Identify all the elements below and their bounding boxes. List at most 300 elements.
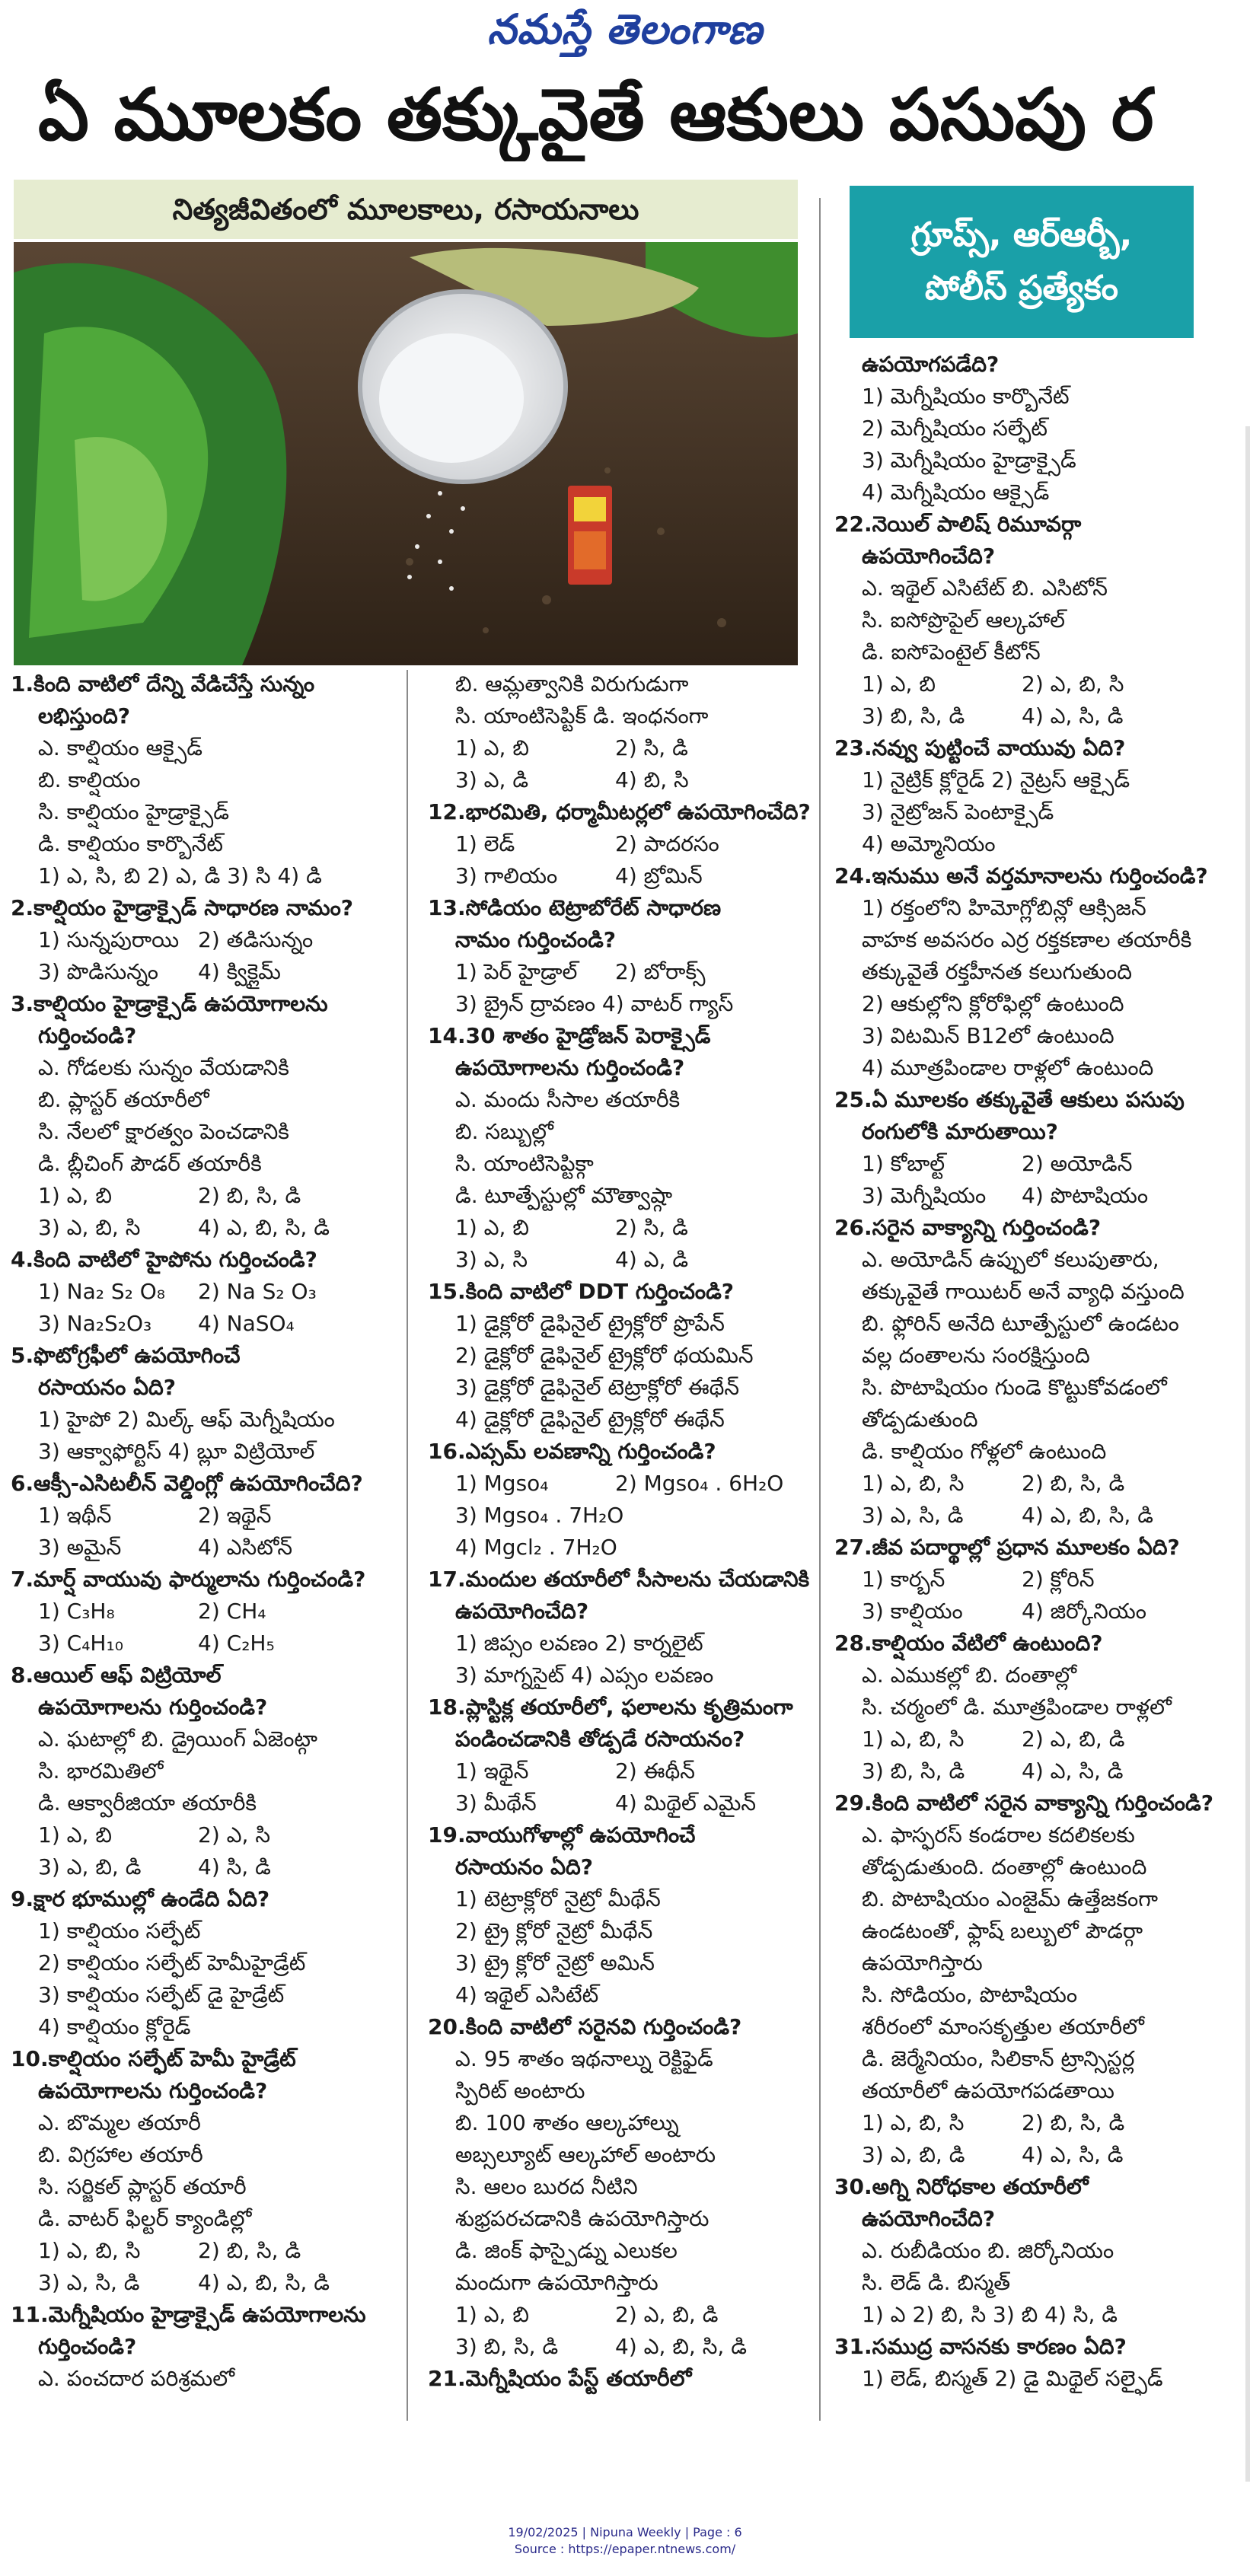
option-line: శరీరంలో మాంసకృత్తుల తయారీలో (862, 2014, 1144, 2039)
option-line: బి. ఆమ్లత్వానికి విరుగుడుగా (455, 671, 689, 697)
option-line: తక్కువైతే రక్తహీనత కలుగుతుంది (862, 959, 1133, 984)
question-line (834, 732, 1230, 764)
option-b: 4) ఎ, బి, సి, డి (198, 1215, 330, 1240)
option-a: 1) లెడ్ (455, 831, 515, 856)
question-line (428, 1691, 808, 1723)
option-a: 1) కార్బన్ (862, 1567, 945, 1592)
option-pair (428, 1755, 808, 1787)
option-line: 3) ఆక్వాఫోర్టిస్ 4) బ్లూ విట్రియోల్ (38, 1439, 315, 1464)
option-b: 4) జిర్కోనియం (1022, 1599, 1146, 1624)
option-line: ఎ. అయోడిన్ ఉప్పులో కలుపుతారు, (862, 1247, 1159, 1272)
question-continuation: ఉపయోగించేది? (862, 2206, 996, 2231)
option-line: 3) మాగ్నసైట్ 4) ఎప్సం లవణం (455, 1663, 714, 1688)
question-text: నవ్వు పుట్టించే వాయువు ఏది? (872, 735, 1126, 760)
question-line (428, 1564, 808, 1596)
option-line: 3) బ్రైన్ ద్రావణం 4) వాటర్ గ్యాస్ (455, 991, 734, 1016)
option-pair (11, 1532, 391, 1564)
question-line (11, 892, 391, 924)
footer-source-line: Source : https://epaper.ntnews.com/ (514, 2542, 736, 2556)
option-line: 4) మెగ్నీషియం ఆక్సైడ్ (862, 480, 1050, 505)
option-line: 1) రక్తంలోని హిమోగ్లోబిన్లో ఆక్సిజన్ (862, 895, 1146, 920)
question-continuation: రసాయనం ఏది? (38, 1375, 176, 1400)
question-number: 11. (11, 2302, 49, 2327)
option-a: 1) ఎ, బి (38, 1822, 112, 1848)
option-line: డి. టూత్పేస్టుల్లో మౌత్వాష్గా (455, 1183, 673, 1208)
option-line: ఎ. 95 శాతం ఇథనాల్ను రెక్టిఫైడ్ (455, 2046, 713, 2071)
option-b: 2) Na S₂ O₃ (198, 1279, 317, 1304)
option-pair (11, 1212, 391, 1244)
option-pair (834, 1500, 1230, 1532)
question-text: సముద్ర వాసనకు కారణం ఏది? (872, 2334, 1127, 2359)
option-line: 4) ఇథైల్ ఎసిటేట్ (455, 1982, 599, 2007)
option-line: ఎ. రుబీడియం బి. జిర్కోనియం (862, 2238, 1114, 2263)
option-line: 4) Mgcl₂ . 7H₂O (455, 1535, 617, 1560)
question-column-2 (428, 668, 811, 2395)
option-b: 2) తడిసున్నం (198, 927, 314, 952)
option-pair (11, 1851, 391, 1883)
option-pair (834, 1723, 1230, 1755)
option-pair (834, 1755, 1230, 1787)
option-b: 2) పాదరసం (615, 831, 719, 856)
option-b: 2) బి, సి, డి (198, 2238, 301, 2263)
question-column-3 (834, 349, 1230, 2395)
option-pair (11, 924, 391, 956)
option-a: 1) ఎ, బి, సి (862, 1471, 965, 1496)
question-number: 28. (834, 1631, 872, 1656)
option-line: 4) కాల్షియం క్లోరైడ్ (38, 2014, 191, 2039)
question-text: కాల్షియం హైడ్రాక్సైడ్ సాధారణ నామం? (33, 895, 354, 920)
option-pair (834, 1180, 1230, 1212)
option-b: 2) ఈథీన్ (615, 1758, 695, 1784)
option-line: స్పిరిట్ అంటారు (455, 2078, 585, 2103)
question-text: మెగ్నీషియం పేస్ట్ తయారీలో (465, 2366, 692, 2391)
option-pair (11, 1628, 391, 1659)
question-text: ప్లాస్టిక్ల తయారీలో, ఫలాలను కృత్రిమంగా (465, 1694, 793, 1720)
question-number: 22. (834, 512, 872, 537)
option-a: 3) మీథేన్ (455, 1790, 537, 1816)
question-number: 23. (834, 735, 872, 760)
option-pair (11, 2267, 391, 2299)
option-b: 2) బి, సి, డి (1022, 2110, 1125, 2135)
option-line: సి. నేలలో క్షారత్వం పెంచడానికి (38, 1119, 289, 1144)
option-line: ఎ. ఎముకల్లో బి. దంతాల్లో (862, 1663, 1077, 1688)
option-line: డి. ఆక్వారీజియా తయారీకి (38, 1790, 257, 1816)
option-b: 4) సి, డి (198, 1854, 271, 1879)
option-b: 4) ఎ, సి, డి (1022, 2142, 1124, 2167)
option-line: 2) మెగ్నీషియం సల్ఫేట్ (862, 416, 1048, 441)
option-line: 1) కాల్షియం సల్ఫేట్ (38, 1918, 201, 1943)
question-text: కింది వాటిలో సరైన వాక్యాన్ని గుర్తించండి? (872, 1790, 1213, 1816)
question-continuation: పండించడానికి తోడ్పడే రసాయనం? (455, 1726, 745, 1752)
question-line (428, 2363, 808, 2395)
option-line: సి. యాంటిసెప్టిక్గా (455, 1151, 594, 1176)
question-text: ఆయిల్ ఆఫ్ విట్రియోల్ (33, 1663, 222, 1688)
question-line (834, 2331, 1230, 2363)
option-line: 2) ట్రై క్లోరో నైట్రో మీథేన్ (455, 1918, 653, 1943)
option-b: 2) సి, డి (615, 1215, 688, 1240)
question-line (11, 1564, 391, 1596)
option-pair (11, 2235, 391, 2267)
page-headline: ఏ మూలకం తక్కువైతే ఆకులు పసుపు ర (38, 74, 1154, 157)
question-text: వాయుగోళాల్లో ఉపయోగించే (465, 1822, 696, 1848)
option-b: 4) క్విక్లైమ్ (198, 959, 281, 984)
option-b: 2) క్లోరిన్ (1022, 1567, 1095, 1592)
option-line: డి. బ్లీచింగ్ పౌడర్ తయారీకి (38, 1151, 262, 1176)
question-text: కింది వాటిలో దేన్ని వేడిచేస్తే సున్నం (33, 671, 315, 697)
option-a: 3) బి, సి, డి (862, 1758, 965, 1784)
option-line: ఎ. ఘటాల్లో బి. డ్రైయింగ్ ఏజెంట్గా (38, 1726, 318, 1752)
option-pair (11, 956, 391, 988)
question-text: కాల్షియం హైడ్రాక్సైడ్ ఉపయోగాలను (33, 991, 328, 1016)
option-line: 3) కాల్షియం సల్ఫేట్ డై హైడ్రేట్ (38, 1982, 285, 2007)
option-line: 2) డైక్లోరో డైఫినైల్ ట్రైక్లోరో థయమిన్ (455, 1343, 754, 1368)
special-box-line2: పోలీస్ ప్రత్యేకం (925, 269, 1118, 308)
option-pair (428, 732, 808, 764)
option-line: 3) Mgso₄ . 7H₂O (455, 1503, 624, 1528)
question-continuation: లభిస్తుంది? (38, 703, 130, 728)
option-a: 1) C₃H₈ (38, 1599, 115, 1624)
option-b: 4) బ్రోమిన్ (615, 863, 703, 888)
option-a: 3) Na₂S₂O₃ (38, 1311, 152, 1336)
option-pair (834, 1564, 1230, 1596)
question-text: భారమితి, ధర్మామీటర్లలో ఉపయోగించేది? (465, 799, 811, 824)
question-text: కాల్షియం వేటిలో ఉంటుంది? (872, 1631, 1103, 1656)
question-continuation: ఉపయోగాలను గుర్తించండి? (38, 2078, 268, 2103)
footer-date-line: 19/02/2025 | Nipuna Weekly | Page : 6 (508, 2525, 742, 2539)
option-line: డి. కాల్షియం కార్బొనేట్ (38, 831, 224, 856)
option-line: బి. ఫ్లోరిన్ అనేది టూత్పేస్టులో ఉండటం (862, 1311, 1179, 1336)
option-line: 3) విటమిన్ B12లో ఉంటుంది (862, 1023, 1114, 1048)
article-photo (14, 242, 798, 665)
option-line: ఎ. కాల్షియం ఆక్సైడ్ (38, 735, 202, 760)
question-text: సోడియం టెట్రాబోరేట్ సాధారణ (465, 895, 722, 920)
question-continuation: గుర్తించండి? (38, 1023, 137, 1048)
question-number: 19. (428, 1822, 466, 1848)
option-a: 1) Na₂ S₂ O₈ (38, 1279, 166, 1304)
option-line: ఎ. ఇథైల్ ఎసిటేట్ బి. ఎసిటోన్ (862, 575, 1108, 601)
question-line (11, 668, 391, 700)
option-a: 3) పొడిసున్నం (38, 959, 158, 984)
option-line: డి. జెర్మేనియం, సిలికాన్ ట్రాన్సిస్టర్ల (862, 2046, 1135, 2071)
option-a: 1) ఎ, బి (862, 671, 936, 697)
option-pair (428, 1244, 808, 1276)
question-text: మార్ష్ వాయువు ఫార్ములాను గుర్తించండి? (33, 1567, 366, 1592)
question-line (428, 1819, 808, 1851)
option-pair (428, 2299, 808, 2331)
question-continuation: ఉపయోగాలను గుర్తించండి? (38, 1694, 268, 1720)
option-line: సి. ఐసోప్రొపైల్ ఆల్కహాల్ (862, 607, 1065, 633)
option-line: 1) ఎ, సి, బి 2) ఎ, డి 3) సి 4) డి (38, 863, 322, 888)
option-b: 4) పొటాషియం (1022, 1183, 1149, 1208)
option-a: 3) గాలియం (455, 863, 558, 888)
option-b: 2) ఎ, బి, సి (1022, 671, 1124, 697)
question-number: 14. (428, 1023, 466, 1048)
question-number: 26. (834, 1215, 872, 1240)
option-a: 3) ఎ, బి, డి (862, 2142, 965, 2167)
question-text: సరైన వాక్యాన్ని గుర్తించండి? (872, 1215, 1102, 1240)
question-number: 3. (11, 991, 34, 1016)
question-number: 1. (11, 671, 34, 697)
question-text: క్షార భూముల్లో ఉండేది ఏది? (33, 1886, 270, 1911)
option-pair (11, 1308, 391, 1340)
question-text: 30 శాతం హైడ్రోజన్ పెరాక్సైడ్ (465, 1023, 711, 1048)
option-line: తోడ్పడుతుంది (862, 1407, 978, 1432)
option-line: 1) హైపో 2) మిల్క్ ఆఫ్ మెగ్నీషియం (38, 1407, 335, 1432)
question-line (428, 2011, 808, 2043)
question-line (428, 1436, 808, 1468)
question-line (834, 509, 1230, 540)
option-a: 3) ఎ, బి, సి (38, 1215, 141, 1240)
question-text: జీవ పదార్థాల్లో ప్రధాన మూలకం ఏది? (872, 1535, 1180, 1560)
question-number: 5. (11, 1343, 34, 1368)
question-line (428, 1276, 808, 1308)
option-b: 4) NaSO₄ (198, 1311, 295, 1336)
option-line: ఉండటంతో, ఫ్లాష్ బల్బులో పౌడర్గా (862, 1918, 1143, 1943)
question-line (11, 1244, 391, 1276)
option-b: 4) మిథైల్ ఎమైన్ (615, 1790, 756, 1816)
option-line: బి. విగ్రహాల తయారీ (38, 2142, 203, 2167)
option-line: 1) లెడ్, బిస్మత్ 2) డై మిథైల్ సల్ఫైడ్ (862, 2366, 1163, 2391)
page-footer (0, 2524, 1250, 2558)
option-pair (428, 956, 808, 988)
option-pair (428, 2331, 808, 2363)
option-line: బి. ప్లాస్టర్ తయారీలో (38, 1087, 209, 1112)
question-continuation: రసాయనం ఏది? (455, 1854, 593, 1879)
option-line: 1) నైట్రిక్ క్లోరైడ్ 2) నైట్రస్ ఆక్సైడ్ (862, 767, 1130, 792)
option-line: సి. కాల్షియం హైడ్రాక్సైడ్ (38, 799, 230, 824)
option-pair (428, 828, 808, 860)
option-b: 4) ఎ, బి, సి, డి (198, 2270, 330, 2295)
option-b: 4) బి, సి (615, 767, 689, 792)
option-a: 1) ఎ, బి, సి (862, 2110, 965, 2135)
special-box-line1: గ్రూప్స్, ఆర్ఆర్బీ, (910, 215, 1133, 254)
question-line (834, 860, 1230, 892)
option-line: 1) మెగ్నీషియం కార్బొనేట్ (862, 384, 1070, 409)
question-line (428, 892, 808, 924)
option-line: మందుగా ఉపయోగిస్తారు (455, 2270, 658, 2295)
option-a: 3) బి, సి, డి (862, 703, 965, 728)
option-pair (428, 1787, 808, 1819)
option-pair (428, 860, 808, 892)
option-b: 2) CH₄ (198, 1599, 266, 1624)
option-pair (11, 1276, 391, 1308)
question-number: 6. (11, 1471, 34, 1496)
option-b: 4) ఎసిటోన్ (198, 1535, 292, 1560)
question-continuation: రంగులోకి మారుతాయి? (862, 1119, 1058, 1144)
option-b: 2) బోరాక్స్ (615, 959, 706, 984)
option-b: 4) ఎ, డి (615, 1247, 689, 1272)
question-column-1 (11, 668, 391, 2395)
question-line (834, 1084, 1230, 1116)
question-number: 30. (834, 2174, 872, 2199)
option-line: బి. సబ్బుల్లో (455, 1119, 553, 1144)
question-line (428, 796, 811, 828)
question-number: 12. (428, 799, 466, 824)
question-line (11, 1659, 391, 1691)
option-line: సి. చర్మంలో డి. మూత్రపిండాల రాళ్లలో (862, 1694, 1172, 1720)
option-line: సి. యాంటిసెప్టిక్ డి. ఇంధనంగా (455, 703, 709, 728)
question-number: 16. (428, 1439, 466, 1464)
option-line: డి. జింక్ ఫాస్పైడ్ను ఎలుకల (455, 2238, 678, 2263)
question-number: 25. (834, 1087, 872, 1112)
option-line: 3) డైక్లోరో డైఫినైల్ టెట్రాక్లోరో ఈథేన్ (455, 1375, 740, 1400)
question-line (834, 1532, 1230, 1564)
newspaper-logo: నమస్తే తెలంగాణ (487, 5, 763, 53)
option-line: సి. పొటాషియం గుండె కొట్టుకోవడంలో (862, 1375, 1167, 1400)
question-line (834, 2171, 1230, 2203)
question-text: కింది వాటిలో DDT గుర్తించండి? (465, 1279, 735, 1304)
question-text: ఫొటోగ్రఫీలో ఉపయోగించే (33, 1343, 241, 1368)
question-number: 24. (834, 863, 872, 888)
option-a: 3) C₄H₁₀ (38, 1631, 123, 1656)
question-number: 4. (11, 1247, 34, 1272)
option-line: శుభ్రపరచడానికి ఉపయోగిస్తారు (455, 2206, 710, 2231)
option-line: 3) ట్రై క్లోరో నైట్రో అమిన్ (455, 1950, 655, 1975)
option-line: బి. 100 శాతం ఆల్కహాల్ను (455, 2110, 679, 2135)
option-line: డి. ఐసోపెంటైల్ కీటోన్ (862, 639, 1041, 665)
option-line: 1) టెట్రాక్లోరో నైట్రో మీథేన్ (455, 1886, 661, 1911)
option-pair (11, 1180, 391, 1212)
option-line: 4) అమ్మోనియం (862, 831, 996, 856)
question-text: నెయిల్ పాలిష్ రిమూవర్గా (872, 512, 1082, 537)
option-line: వల్ల దంతాలను సంరక్షిస్తుంది (862, 1343, 1090, 1368)
option-line: ఎ. మందు సీసాల తయారీకి (455, 1087, 681, 1112)
option-a: 1) కోబాల్ట్ (862, 1151, 945, 1176)
option-a: 3) బి, సి, డి (455, 2334, 559, 2359)
question-continuation: గుర్తించండి? (38, 2334, 137, 2359)
option-b: 4) ఎ, సి, డి (1022, 703, 1124, 728)
question-number: 20. (428, 2014, 466, 2039)
question-number: 10. (11, 2046, 49, 2071)
option-a: 3) ఎ, సి, డి (862, 1503, 964, 1528)
section-band: నిత్యజీవితంలో మూలకాలు, రసాయనాలు (14, 180, 798, 239)
option-line: 2) ఆకుల్లోని క్లోరోఫిల్లో ఉంటుంది (862, 991, 1124, 1016)
option-a: 3) ఎ, డి (455, 767, 529, 792)
option-b: 2) బి, సి, డి (1022, 1471, 1125, 1496)
option-b: 2) సి, డి (615, 735, 688, 760)
option-b: 2) అయోడిన్ (1022, 1151, 1133, 1176)
question-line (11, 2299, 391, 2331)
option-pair (428, 764, 808, 796)
option-a: 3) ఎ, సి (455, 1247, 528, 1272)
question-continuation: ఉపయోగించేది? (862, 544, 996, 569)
option-a: 1) ఎ, బి, సి (38, 2238, 141, 2263)
garden-photo-illustration (14, 242, 798, 665)
question-number: 21. (428, 2366, 466, 2391)
question-text: కింది వాటిలో హైపోను గుర్తించండి? (33, 1247, 317, 1272)
masthead (0, 0, 1250, 59)
option-line: 4) మూత్రపిండాల రాళ్లలో ఉంటుంది (862, 1055, 1154, 1080)
question-continuation: ఉపయోగాలను గుర్తించండి? (455, 1055, 685, 1080)
question-text: మందుల తయారీలో సీసాలను చేయడానికి (465, 1567, 810, 1592)
option-a: 1) ఇథైన్ (455, 1758, 529, 1784)
option-a: 1) Mgso₄ (455, 1471, 549, 1496)
question-continuation: ఉపయోగపడేది? (862, 352, 1000, 377)
option-line: తోడ్పడుతుంది. దంతాల్లో ఉంటుంది (862, 1854, 1147, 1879)
option-line: తయారీలో ఉపయోగపడతాయి (862, 2078, 1114, 2103)
question-number: 27. (834, 1535, 872, 1560)
option-line: 3) మెగ్నీషియం హైడ్రాక్సైడ్ (862, 448, 1076, 473)
question-continuation: నామం గుర్తించండి? (455, 927, 617, 952)
option-a: 1) పెర్ హైడ్రాల్ (455, 959, 578, 984)
option-pair (834, 1596, 1230, 1628)
option-a: 3) ఎ, బి, డి (38, 1854, 142, 1879)
option-b: 2) ఎ, బి, డి (1022, 1726, 1125, 1752)
question-line (11, 1340, 391, 1372)
option-b: 2) బి, సి, డి (198, 1183, 301, 1208)
option-line: డి. కాల్షియం గోళ్లలో ఉంటుంది (862, 1439, 1107, 1464)
question-number: 8. (11, 1663, 34, 1688)
option-b: 4) ఎ, బి, సి, డి (1022, 1503, 1153, 1528)
question-text: ఏ మూలకం తక్కువైతే ఆకులు పసుపు (872, 1087, 1185, 1112)
option-a: 3) ఎ, సి, డి (38, 2270, 140, 2295)
question-line (11, 988, 391, 1020)
question-text: కాల్షియం సల్ఫేట్ హెమీ హైడ్రేట్ (48, 2046, 296, 2071)
question-number: 31. (834, 2334, 872, 2359)
option-line: సి. ఆలం బురద నీటిని (455, 2174, 638, 2199)
option-line: 4) డైక్లోరో డైఫినైల్ ట్రైక్లోరో ఈథేన్ (455, 1407, 725, 1432)
option-pair (11, 1819, 391, 1851)
question-text: ఆక్సీ-ఎసిటలీన్ వెల్డింగ్లో ఉపయోగించేది? (33, 1471, 363, 1496)
option-line: 3) నైట్రోజన్ పెంటాక్సైడ్ (862, 799, 1054, 824)
option-pair (834, 700, 1230, 732)
question-number: 29. (834, 1790, 872, 1816)
option-line: ఉపయోగిస్తారు (862, 1950, 983, 1975)
option-b: 4) ఎ, బి, సి, డి (615, 2334, 747, 2359)
option-line: సి. లెడ్ డి. బిస్మత్ (862, 2270, 1011, 2295)
option-line: ఎ. ఫాస్ఫరస్ కండరాల కదలికలకు (862, 1822, 1135, 1848)
option-pair (428, 1212, 808, 1244)
option-a: 3) మెగ్నీషియం (862, 1183, 987, 1208)
option-a: 1) ఎ, బి, సి (862, 1726, 965, 1752)
option-line: 1) డైక్లోరో డైఫినైల్ ట్రైక్లోరో ప్రొపేన్ (455, 1311, 725, 1336)
question-line (11, 1883, 391, 1915)
option-b: 4) C₂H₅ (198, 1631, 275, 1656)
option-pair (834, 1468, 1230, 1500)
option-b: 2) Mgso₄ . 6H₂O (615, 1471, 784, 1496)
question-text: ఇనుము అనే వర్తమానాలను గుర్తించండి? (872, 863, 1208, 888)
question-text: మెగ్నీషియం హైడ్రాక్సైడ్ ఉపయోగాలను (48, 2302, 366, 2327)
option-line: 2) కాల్షియం సల్ఫేట్ హెమీహైడ్రేట్ (38, 1950, 306, 1975)
option-b: 2) ఎ, బి, డి (615, 2302, 719, 2327)
option-pair (834, 668, 1230, 700)
question-number: 9. (11, 1886, 34, 1911)
option-line: ఎ. బొమ్మల తయారీ (38, 2110, 201, 2135)
option-pair (11, 1500, 391, 1532)
option-a: 1) ఎ, బి (455, 1215, 529, 1240)
adjacent-page-edge (1245, 426, 1250, 2482)
column-divider (819, 198, 821, 2421)
special-box (850, 186, 1194, 338)
option-b: 2) ఎ, సి (198, 1822, 271, 1848)
option-a: 3) అమైన్ (38, 1535, 122, 1560)
option-line: 1) ఎ 2) బి, సి 3) బి 4) సి, డి (862, 2302, 1118, 2327)
option-line: వాహక అవసరం ఎర్ర రక్తకణాల తయారీకి (862, 927, 1192, 952)
question-line (834, 1628, 1230, 1659)
question-text: ఎప్సమ్ లవణాన్ని గుర్తించండి? (465, 1439, 716, 1464)
option-line: సి. సోడియం, పొటాషియం (862, 1982, 1078, 2007)
question-text: కింది వాటిలో సరైనవి గుర్తించండి? (465, 2014, 742, 2039)
question-line (428, 1020, 808, 1052)
question-number: 18. (428, 1694, 466, 1720)
question-number: 7. (11, 1567, 34, 1592)
option-b: 4) ఎ, సి, డి (1022, 1758, 1124, 1784)
option-line: ఎ. గోడలకు సున్నం వేయడానికి (38, 1055, 289, 1080)
option-pair (834, 2107, 1230, 2139)
option-line: 1) జిప్సం లవణం 2) కార్నలైట్ (455, 1631, 703, 1656)
option-line: సి. సర్జికల్ ప్లాస్టర్ తయారీ (38, 2174, 247, 2199)
option-pair (834, 1148, 1230, 1180)
